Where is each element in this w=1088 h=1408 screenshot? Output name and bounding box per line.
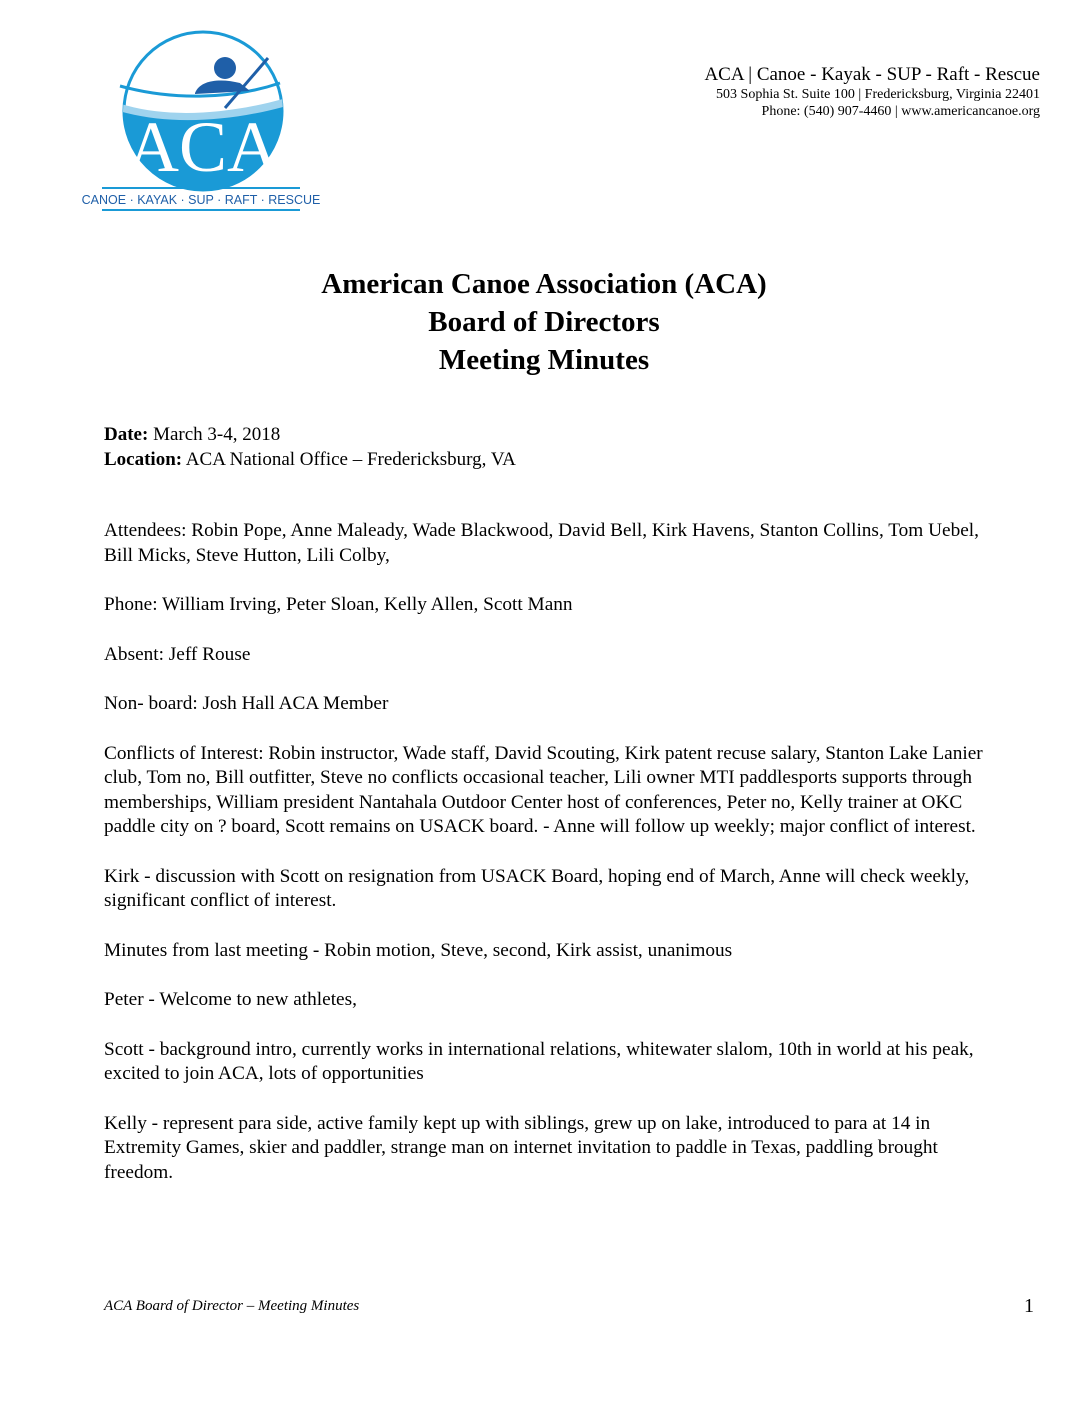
page-number: 1 bbox=[1024, 1295, 1034, 1317]
minutes-body bbox=[104, 519, 1004, 1210]
peter-welcome-paragraph: Peter - Welcome to new athletes, bbox=[104, 989, 357, 1010]
non-board-paragraph: Non- board: Josh Hall ACA Member bbox=[104, 693, 389, 714]
aca-logo bbox=[81, 28, 321, 213]
absent-paragraph: Absent: Jeff Rouse bbox=[104, 643, 251, 665]
location-value: ACA National Office – Fredericksburg, VA bbox=[182, 449, 516, 470]
conflicts-paragraph: Conflicts of Interest: Robin instructor, Wade staff, David Scouting, Kirk patent recuse salary, Stanton Lake Lanier club, Tom no, Bill outfitter, Steve no conflicts occasional teacher, Lili owner MTI paddlesports supports through memberships, William president Nantahala Outdoor Center host of conferences, Peter no, Kelly trainer at OKC paddle city on ? board, Scott remains on USACK board. - Anne will follow up weekly; major conflict of interest. bbox=[104, 742, 983, 837]
date-label: Date: bbox=[104, 424, 149, 445]
phone-attendees-paragraph: Phone: William Irving, Peter Sloan, Kelly Allen, Scott Mann bbox=[104, 594, 573, 615]
title-organization: American Canoe Association (ACA) bbox=[321, 268, 767, 300]
kayaker-logo-icon bbox=[81, 28, 321, 213]
previous-minutes-paragraph: Minutes from last meeting - Robin motion, Steve, second, Kirk assist, unanimous bbox=[104, 939, 733, 961]
letterhead bbox=[704, 64, 1040, 120]
title-board: Board of Directors bbox=[428, 306, 660, 338]
date-value: March 3-4, 2018 bbox=[148, 424, 281, 445]
location-label: Location: bbox=[104, 449, 183, 470]
logo-tagline: CANOE · KAYAK · SUP · RAFT · RESCUE bbox=[81, 193, 321, 207]
document-title bbox=[0, 265, 1088, 379]
footer-title: ACA Board of Director – Meeting Minutes bbox=[104, 1298, 360, 1314]
kirk-discussion-paragraph: Kirk - discussion with Scott on resignation from USACK Board, hoping end of March, Anne will check weekly, significant conflict of interest. bbox=[104, 865, 970, 911]
location-row bbox=[104, 447, 516, 472]
letterhead-address: 503 Sophia St. Suite 100 | Fredericksburg, Virginia 22401 bbox=[716, 87, 1040, 102]
scott-intro-paragraph: Scott - background intro, currently works in international relations, whitewater slalom, 10th in world at his peak, excited to join ACA, lots of opportunities bbox=[104, 1038, 974, 1084]
letterhead-org: ACA | Canoe - Kayak - SUP - Raft - Rescue bbox=[704, 64, 1040, 85]
logo-wordmark: ACA bbox=[126, 107, 280, 187]
letterhead-contact: Phone: (540) 907-4460 | www.americancanoe.org bbox=[761, 104, 1040, 119]
kelly-intro-paragraph: Kelly - represent para side, active family kept up with siblings, grew up on lake, introduced to para at 14 in Extremity Games, skier and paddler, strange man on internet invitation to paddle in Texas, paddling brought freedom. bbox=[104, 1112, 938, 1183]
date-row bbox=[104, 422, 516, 447]
page-footer bbox=[104, 1295, 1034, 1317]
title-minutes: Meeting Minutes bbox=[438, 344, 650, 376]
meeting-meta bbox=[104, 422, 516, 472]
attendees-paragraph: Attendees: Robin Pope, Anne Maleady, Wade Blackwood, David Bell, Kirk Havens, Stanton Collins, Tom Uebel, Bill Micks, Steve Hutton, Lili Colby, bbox=[104, 520, 979, 566]
